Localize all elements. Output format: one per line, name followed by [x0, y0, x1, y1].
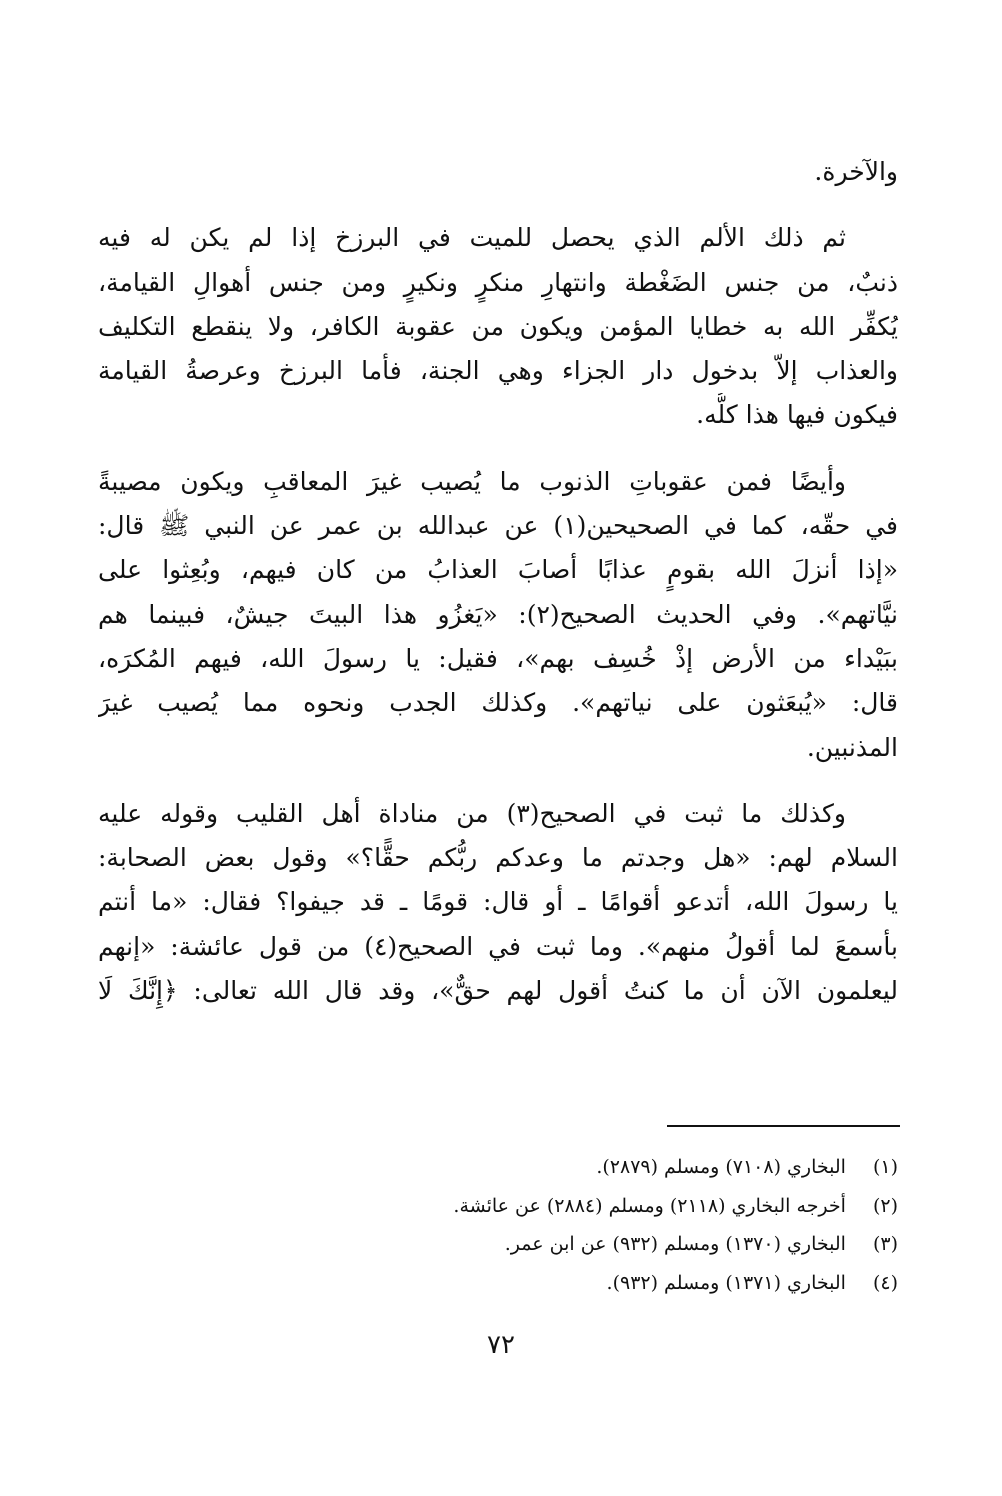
footnote [98, 1225, 898, 1264]
text-line: قال: «يُبعَثون على نياتهم». وكذلك الجدب ونحوه مما يُصيب غيرَ [98, 688, 898, 718]
text-line: والآخرة. [814, 157, 898, 186]
text-line: المذنبين. [806, 732, 898, 762]
footnote-text: البخاري (٧١٠٨) ومسلم (٢٨٧٩). [596, 1156, 846, 1178]
footnotes [98, 1148, 898, 1302]
text-line: ذنبٌ، من جنس الضَغْطة وانتهارِ منكرٍ ونكيرٍ ومن جنس أهوالِ القيامة، [98, 267, 898, 297]
main-text [98, 150, 898, 1013]
text-line: وأيضًا فمن عقوباتِ الذنوب ما يُصيب غيرَ المعاقبِ ويكون مصيبةً [98, 466, 846, 496]
text-line: ثم ذلك الألم الذي يحصل للميت في البرزخ إذا لم يكن له فيه [98, 223, 846, 253]
footnote-number: (١) [872, 1156, 898, 1178]
text-line: نيَّاتهم». وفي الحديث الصحيح(٢): «يَغزُو هذا البيتَ جيشٌ، فبينما هم [98, 599, 898, 629]
footnote [98, 1264, 898, 1303]
text-line: ليعلمون الآن أن ما كنتُ أقول لهم حقٌّ»، وقد قال الله تعالى: ﴿إِنَّكَ لَا [98, 976, 898, 1006]
footnote-text: البخاري (١٣٧١) ومسلم (٩٣٢). [606, 1271, 846, 1294]
text-line: فيكون فيها هذا كلُّه. [696, 400, 898, 430]
text-line: والعذاب إلاّ بدخول دار الجزاء وهي الجنة، فأما البرزخ وعرصةُ القيامة [98, 356, 898, 386]
text-line: «إذا أنزلَ الله بقومٍ عذابًا أصابَ العذابُ من كان فيهم، وبُعِثوا على [98, 555, 898, 585]
footnote-separator [667, 1125, 900, 1127]
footnote-number: (٤) [872, 1271, 898, 1294]
text-line: في حقّه، كما في الصحيحين(١) عن عبدالله بن عمر عن النبي ﷺ قال: [98, 511, 898, 541]
text-line: ببَيْداء من الأرض إذْ خُسِف بهم»، فقيل: يا رسولَ الله، فيهم المُكرَه، [98, 643, 898, 673]
footnote [98, 1187, 898, 1226]
footnote-number: (٢) [872, 1194, 898, 1217]
text-line: وكذلك ما ثبت في الصحيح(٣) من مناداة أهل القليب وقوله عليه [98, 798, 846, 828]
footnote-text: البخاري (١٣٧٠) ومسلم (٩٣٢) عن ابن عمر. [504, 1233, 846, 1255]
text-line: يُكفِّر الله به خطايا المؤمن ويكون من عقوبة الكافر، ولا ينقطع التكليف [98, 311, 898, 341]
text-line: يا رسولَ الله، أتدعو أقوامًا ـ أو قال: قومًا ـ قد جيفوا؟ فقال: «ما أنتم [98, 887, 898, 917]
text-line: السلام لهم: «هل وجدتم ما وعدكم ربُّكم حقًّا؟» وقول بعض الصحابة: [98, 843, 898, 873]
footnote-text: أخرجه البخاري (٢١١٨) ومسلم (٢٨٨٤) عن عائشة. [453, 1194, 846, 1217]
page-number: ٧٢ [487, 1330, 515, 1360]
footnote-number: (٣) [872, 1233, 898, 1255]
footnote [98, 1148, 898, 1187]
text-line: بأسمعَ لما أقولُ منهم». وما ثبت في الصحيح(٤) من قول عائشة: «إنهم [98, 931, 898, 961]
